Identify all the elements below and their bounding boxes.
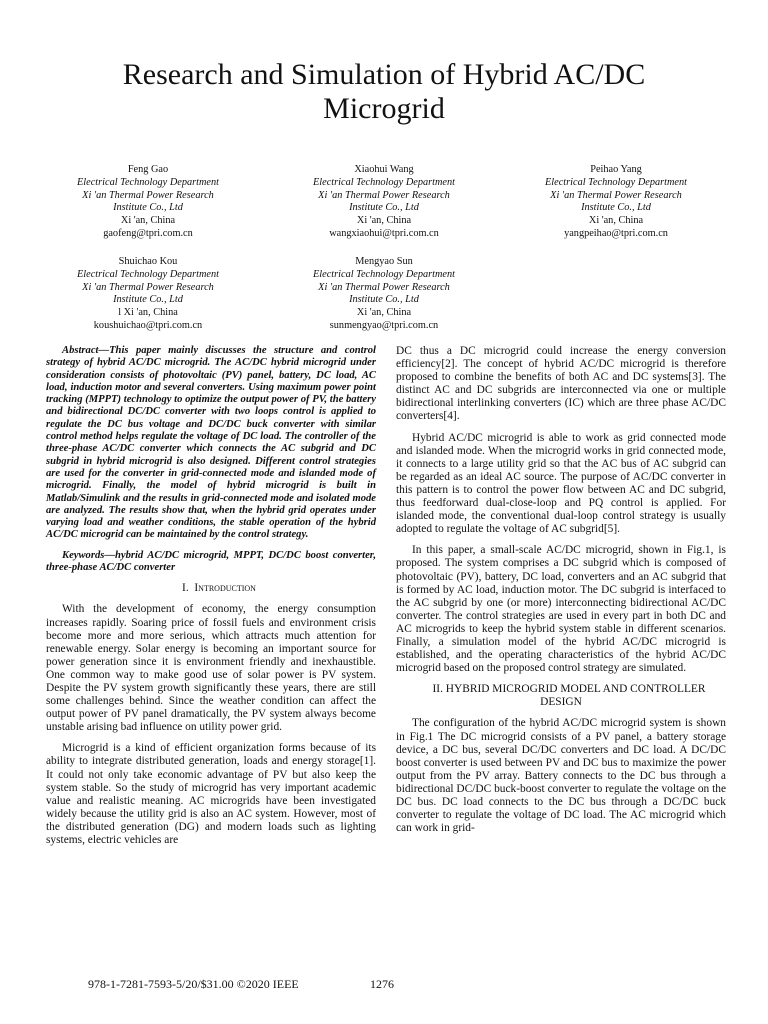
left-column [46,345,376,855]
author-org: Institute Co., Ltd [349,202,419,214]
author-email: gaofeng@tpri.com.cn [103,227,193,239]
paragraph: In this paper, a small-scale AC/DC microgrid, shown in Fig.1, is proposed. The system comprises a DC subgrid which is composed of photovoltaic (PV), battery, DC load, converters and an AC subgrid that is formed by AC load, induction motor. The DC subgrid is interfaced to the AC subgrid by one (or more) interconnecting bidirectional AC/DC converter. The control strategies are used in every part in both DC and AC microgrids to keep the hybrid system stable in different scenarios. Finally, a simulation model of the hybrid AC/DC microgrid is established, and the operating characteristics of the hybrid AC/DC microgrid based on the proposed control strategy are simulated. [396,544,726,675]
section-heading: II. HYBRID MICROGRID MODEL AND CONTROLLER DESIGN [432,683,706,709]
author-org: Institute Co., Ltd [113,294,183,306]
author-dept: Electrical Technology Department [544,176,688,188]
section-title: Introduction [194,582,256,595]
author-email: wangxiaohui@tpri.com.cn [329,227,439,239]
author-name: Peihao Yang [590,164,642,175]
author-email: sunmengyao@tpri.com.cn [329,319,439,331]
author-org: Xi 'an Thermal Power Research [318,281,450,293]
section-heading [46,582,376,595]
author-block [284,256,484,333]
author-org: Xi 'an Thermal Power Research [82,281,214,293]
keywords: Keywords—hybrid AC/DC microgrid, MPPT, DC/DC boost converter, three-phase AC/DC converter [46,549,376,574]
author-dept: Electrical Technology Department [312,268,456,280]
paragraph: Hybrid AC/DC microgrid is able to work as grid connected mode and islanded mode. When the microgrid works in grid connected mode, it connects to a large utility grid so that the AC bus of AC subgrid can be regarded as an ideal AC source. The purpose of AC/DC converter in this pattern is to control the power flow between AC and DC subgrid, thus feedforward dual-close-loop and PQ control is applied. For islanded mode, the conventional dual-loop control strategy is usually adopted to regulate the voltage of AC subgrid[5]. [396,431,726,536]
author-email: koushuichao@tpri.com.cn [93,319,203,331]
author-block [516,164,716,241]
abstract: Abstract—This paper mainly discusses the structure and control strategy of hybrid AC/DC microgrid. The AC/DC hybrid microgrid under consideration consists of photovoltaic (PV) panel, battery, DC load, AC load, induction motor and several converters. Using maximum power point tracking (MPPT) technology to optimize the output power of PV, the battery and bidirectional DC/DC converter with two loops control is applied to regulate the DC bus voltage and DC/DC buck converter with similar control method helps regulate the voltage of DC load. The controller of the three-phase AC/DC converter which connects the AC subgrid and DC subgrid in hybrid microgrid is also designed. Different control strategies are used for the converter in grid-connected mode and islanded mode of microgrid. Finally, the model of hybrid microgrid is built in Matlab/Simulink and the results in grid-connected mode and isolated mode are analyzed. The results show that, when the hybrid grid operates under varying load and weather conditions, the stable operation of the hybrid AC/DC microgrid can be maintained by the control strategy. [46,345,376,541]
author-block [48,164,248,241]
author-name: Shuichao Kou [118,256,178,267]
page-number: 1276 [370,977,394,991]
author-city: Xi 'an, China [120,215,176,227]
author-dept: Electrical Technology Department [76,176,220,188]
paragraph: Microgrid is a kind of efficient organization forms because of its ability to integrate distributed generation, loads and energy storage[1]. It could not only take economic advantage of PV but also keep the system stable. So the study of microgrid has very important academic value and realistic meaning. AC microgrids have been investigated widely because the utility grid is also an AC system. However, most of the distributed generation (DG) and modern loads such as lighting systems, electric vehicles are [46,742,376,847]
author-org: Xi 'an Thermal Power Research [550,189,682,201]
author-dept: Electrical Technology Department [76,268,220,280]
author-name: Xiaohui Wang [354,164,414,175]
section-number: I. [182,582,189,595]
paragraph: DC thus a DC microgrid could increase the energy conversion efficiency[2]. The concept of hybrid AC/DC microgrid is therefore proposed to combine the benefits of both AC and DC systems[3]. The distinct AC and DC subgrids are interconnected via one or multiple bidirectional interlinking converters (IC) which are three phase AC/DC converters[4]. [396,345,726,423]
author-dept: Electrical Technology Department [312,176,456,188]
paragraph: With the development of economy, the energy consumption increases rapidly. Soaring price of fossil fuels and environment crisis become more and more serious, which attracts much attention for renewable energy. Solar energy is becoming an important source for power generation since it is environment friendly and inexhaustible. One common way to make good use of solar power is PV system. Despite the PV system growth significantly these years, there are still some challenges behind. Since the weather condition can affect the output power of PV panel dramatically, the PV system always become unstable arising bad influence on utility power grid. [46,603,376,734]
footer-isbn: 978-1-7281-7593-5/20/$31.00 ©2020 IEEE [88,977,299,991]
author-block [48,256,248,333]
author-name: Mengyao Sun [355,256,413,267]
right-column [396,345,726,843]
author-city: Xi 'an, China [588,215,644,227]
author-email: yangpeihao@tpri.com.cn [564,227,668,239]
paragraph: The configuration of the hybrid AC/DC microgrid system is shown in Fig.1 The DC microgrid consists of a PV panel, a battery storage device, a DC bus, several DC/DC converters and DC load. A DC/DC boost converter is used between PV and DC bus to maximize the power output from the PV array. Battery connects to the DC bus through a bidirectional DC/DC buck-boost converter to regulate the voltage on the DC bus. DC load connects to the DC bus through a DC/DC buck converter to regulate the voltage of DC load. The AC microgrid which can work in grid- [396,717,726,835]
author-name: Feng Gao [127,164,169,175]
author-city: Xi 'an, China [356,215,412,227]
paper-title: Research and Simulation of Hybrid AC/DC Microgrid [122,58,646,125]
author-org: Xi 'an Thermal Power Research [82,189,214,201]
author-org: Institute Co., Ltd [349,294,419,306]
author-block [284,164,484,241]
author-org: Xi 'an Thermal Power Research [318,189,450,201]
author-city: Xi 'an, China [356,307,412,319]
author-org: Institute Co., Ltd [113,202,183,214]
author-city: l Xi 'an, China [118,307,178,319]
author-org: Institute Co., Ltd [581,202,651,214]
